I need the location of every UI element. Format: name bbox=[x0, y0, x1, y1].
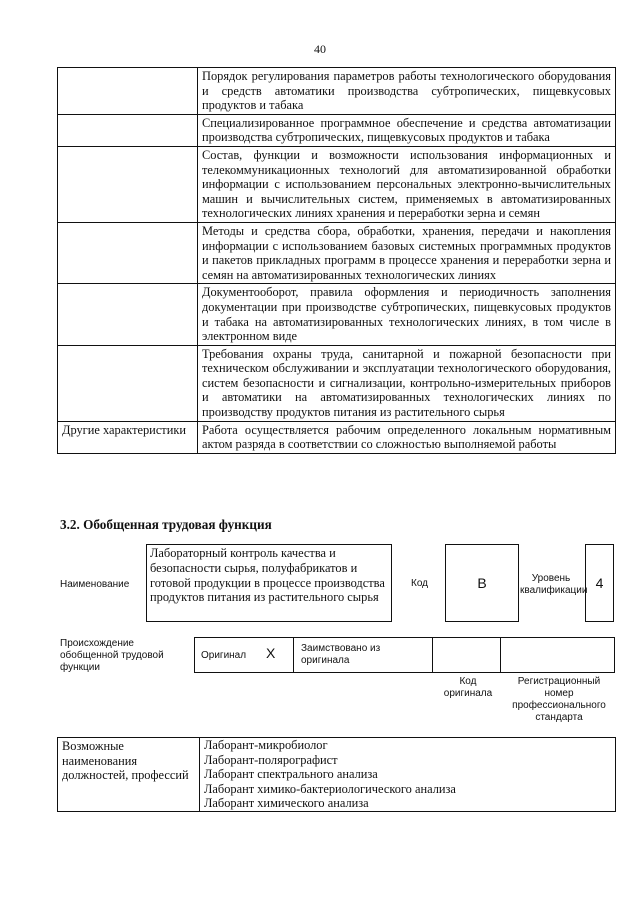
positions-label bbox=[58, 738, 200, 812]
code-original-caption: Код оригинала bbox=[443, 676, 493, 699]
table-cell-left bbox=[58, 284, 198, 345]
table-cell-left bbox=[58, 114, 198, 146]
function-name-box bbox=[146, 544, 392, 622]
table-cell-left bbox=[58, 345, 198, 421]
table-row bbox=[58, 222, 616, 283]
origin-label: Происхождение обобщенной трудовой функции bbox=[60, 638, 164, 673]
table-row bbox=[58, 68, 616, 115]
table-cell-left bbox=[58, 222, 198, 283]
table-cell-right: Документооборот, правила оформления и периодичность заполнения документации при производстве субтропических, пищевкусовых продуктов и табака на автоматизированных технологических линиях, в том числе в электронном виде bbox=[198, 284, 616, 345]
table-cell-right: Состав, функции и возможности использования информационных и телекоммуникационных технологий для автоматизированной обработки информации с использованием персональных электронно-вычислительных машин и вычислительных систем, применяемых в автоматизированных технологических линиях хранения и переработки зерна и семян bbox=[198, 146, 616, 222]
position-item: Лаборант-микробиолог bbox=[200, 738, 616, 753]
table-row bbox=[58, 345, 616, 421]
knowledge-table bbox=[57, 67, 616, 454]
positions-row bbox=[58, 738, 616, 753]
position-item: Лаборант химико-бактериологического анализа bbox=[200, 782, 616, 797]
origin-divider-3 bbox=[500, 637, 501, 673]
table-cell-right: Специализированное программное обеспечение и средства автоматизации производства субтропических, пищевкусовых продуктов и табака bbox=[198, 114, 616, 146]
level-label: Уровень квалификации bbox=[520, 573, 588, 596]
origin-divider-1 bbox=[293, 637, 294, 673]
origin-divider-2 bbox=[432, 637, 433, 673]
positions-table bbox=[57, 737, 616, 812]
section-heading: 3.2. Обобщенная трудовая функция bbox=[60, 517, 272, 532]
position-item: Лаборант спектрального анализа bbox=[200, 767, 616, 782]
table-cell-right: Методы и средства сбора, обработки, хранения, передачи и накопления информации с использованием базовых системных программных продуктов и пакетов прикладных программ в процессе хранения и переработки зерна и семян на автоматизированных технологических линиях bbox=[198, 222, 616, 283]
positions-label-text: Возможные наименования должностей, профессий bbox=[62, 739, 189, 783]
function-name-value: Лабораторный контроль качества и безопасности сырья, полуфабрикатов и готовой продукции в процессе производства продуктов питания из растительного сырья bbox=[150, 546, 385, 605]
registration-number-caption: Регистрационный номер профессионального стандарта bbox=[512, 676, 606, 723]
name-label: Наименование bbox=[60, 579, 130, 590]
table-row bbox=[58, 421, 616, 453]
code-box bbox=[445, 544, 519, 622]
table-cell-right: Требования охраны труда, санитарной и пожарной безопасности при техническом обслуживании и эксплуатации технологического оборудования, систем безопасности и сигнализации, контрольно-измерительных приборов и автоматики на автоматизированных технологических линиях по производству продуктов питания из растительного сырья bbox=[198, 345, 616, 421]
other-characteristics-value: Работа осуществляется рабочим определенного локальным нормативным актом разряда в соответствии со сложностью выполняемой работы bbox=[198, 421, 616, 453]
table-row bbox=[58, 284, 616, 345]
borrowed-label: Заимствовано из оригинала bbox=[301, 643, 381, 666]
code-label: Код bbox=[411, 578, 429, 589]
level-box bbox=[585, 544, 614, 622]
other-characteristics-label: Другие характеристики bbox=[58, 421, 198, 453]
original-label: Оригинал bbox=[201, 650, 247, 661]
code-value: В bbox=[477, 575, 487, 591]
page-number: 40 bbox=[314, 42, 326, 56]
level-value: 4 bbox=[595, 575, 604, 591]
table-row bbox=[58, 114, 616, 146]
table-cell-left bbox=[58, 146, 198, 222]
position-item: Лаборант-полярографист bbox=[200, 753, 616, 768]
table-row bbox=[58, 146, 616, 222]
original-mark: X bbox=[266, 645, 276, 661]
position-item: Лаборант химического анализа bbox=[200, 796, 616, 811]
table-cell-left bbox=[58, 68, 198, 115]
table-cell-right: Порядок регулирования параметров работы технологического оборудования и средств автоматики производства субтропических, пищевкусовых продуктов и табака bbox=[198, 68, 616, 115]
